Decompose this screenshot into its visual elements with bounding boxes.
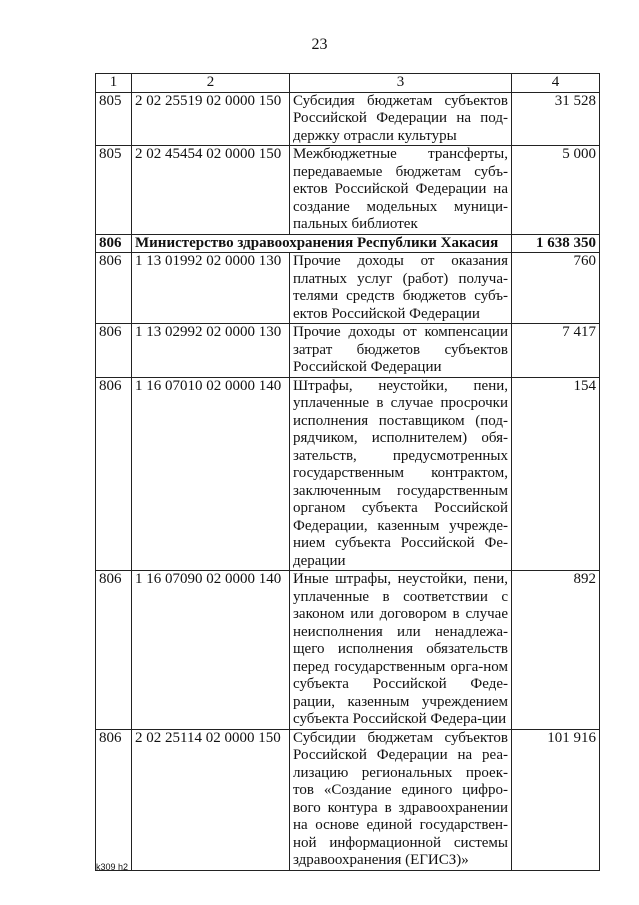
document-code: k309 h2 (96, 862, 129, 872)
admin-code-cell: 805 (96, 92, 132, 146)
table-row (96, 729, 600, 870)
budget-code-cell: 2 02 45454 02 0000 150 (132, 146, 290, 235)
admin-code-cell: 806 (96, 324, 132, 378)
description-cell: Субсидии бюджетам субъектов Российской Федерации на реа-лизацию региональных проек-тов «Создание единого цифро-вого контура в здравоохранении на основе единой государствен-ной информационной системы здравоохранения (ЕГИСЗ)» (290, 729, 512, 870)
column-header-2: 2 (132, 74, 290, 93)
admin-code-cell: 806 (96, 571, 132, 730)
table-row (96, 324, 600, 378)
budget-code-cell: 2 02 25519 02 0000 150 (132, 92, 290, 146)
amount-cell: 5 000 (512, 146, 600, 235)
table-row (96, 253, 600, 324)
admin-code-cell: 806 (96, 234, 132, 253)
revenue-table (95, 73, 600, 871)
description-cell: Прочие доходы от оказания платных услуг (работ) получа-телями средств бюджетов субъ-ектов Российской Федерации (290, 253, 512, 324)
description-cell: Прочие доходы от компенсации затрат бюджетов субъектов Российской Федерации (290, 324, 512, 378)
description-cell: Штрафы, неустойки, пени, уплаченные в случае просрочки исполнения поставщиком (под-рядчиком, исполнителем) обя-зательств, предусмотренных государственным контрактом, заключенным государственным органом субъекта Российской Федерации, казенным учрежде-нием субъекта Российской Фе-дерации (290, 377, 512, 571)
ministry-row (96, 234, 600, 253)
amount-cell: 101 916 (512, 729, 600, 870)
budget-code-cell: 1 13 02992 02 0000 130 (132, 324, 290, 378)
budget-code-cell: 1 13 01992 02 0000 130 (132, 253, 290, 324)
table-row (96, 571, 600, 730)
amount-cell: 154 (512, 377, 600, 571)
column-header-1: 1 (96, 74, 132, 93)
table-row (96, 146, 600, 235)
amount-cell: 7 417 (512, 324, 600, 378)
admin-code-cell: 806 (96, 253, 132, 324)
budget-code-cell: 1 16 07090 02 0000 140 (132, 571, 290, 730)
ministry-total-cell: 1 638 350 (512, 234, 600, 253)
column-header-3: 3 (290, 74, 512, 93)
amount-cell: 760 (512, 253, 600, 324)
budget-code-cell: 1 16 07010 02 0000 140 (132, 377, 290, 571)
table-header-row (96, 74, 600, 93)
description-cell: Иные штрафы, неустойки, пени, уплаченные в соответствии с законом или договором в случае неисполнения или ненадлежа-щего исполнения обязательств перед государственным орга-ном субъекта Российской Феде-рации, казенным учреждением субъекта Российской Федера-ции (290, 571, 512, 730)
admin-code-cell: 806 (96, 729, 132, 870)
admin-code-cell: 806 (96, 377, 132, 571)
column-header-4: 4 (512, 74, 600, 93)
ministry-name-cell: Министерство здравоохранения Республики Хакасия (132, 234, 512, 253)
amount-cell: 31 528 (512, 92, 600, 146)
budget-code-cell: 2 02 25114 02 0000 150 (132, 729, 290, 870)
description-cell: Субсидия бюджетам субъектов Российской Федерации на под-держку отрасли культуры (290, 92, 512, 146)
admin-code-cell: 805 (96, 146, 132, 235)
table-row (96, 92, 600, 146)
description-cell: Межбюджетные трансферты, передаваемые бюджетам субъ-ектов Российской Федерации на создание модельных муници-пальных библиотек (290, 146, 512, 235)
table-row (96, 377, 600, 571)
amount-cell: 892 (512, 571, 600, 730)
page-number: 23 (311, 36, 328, 53)
